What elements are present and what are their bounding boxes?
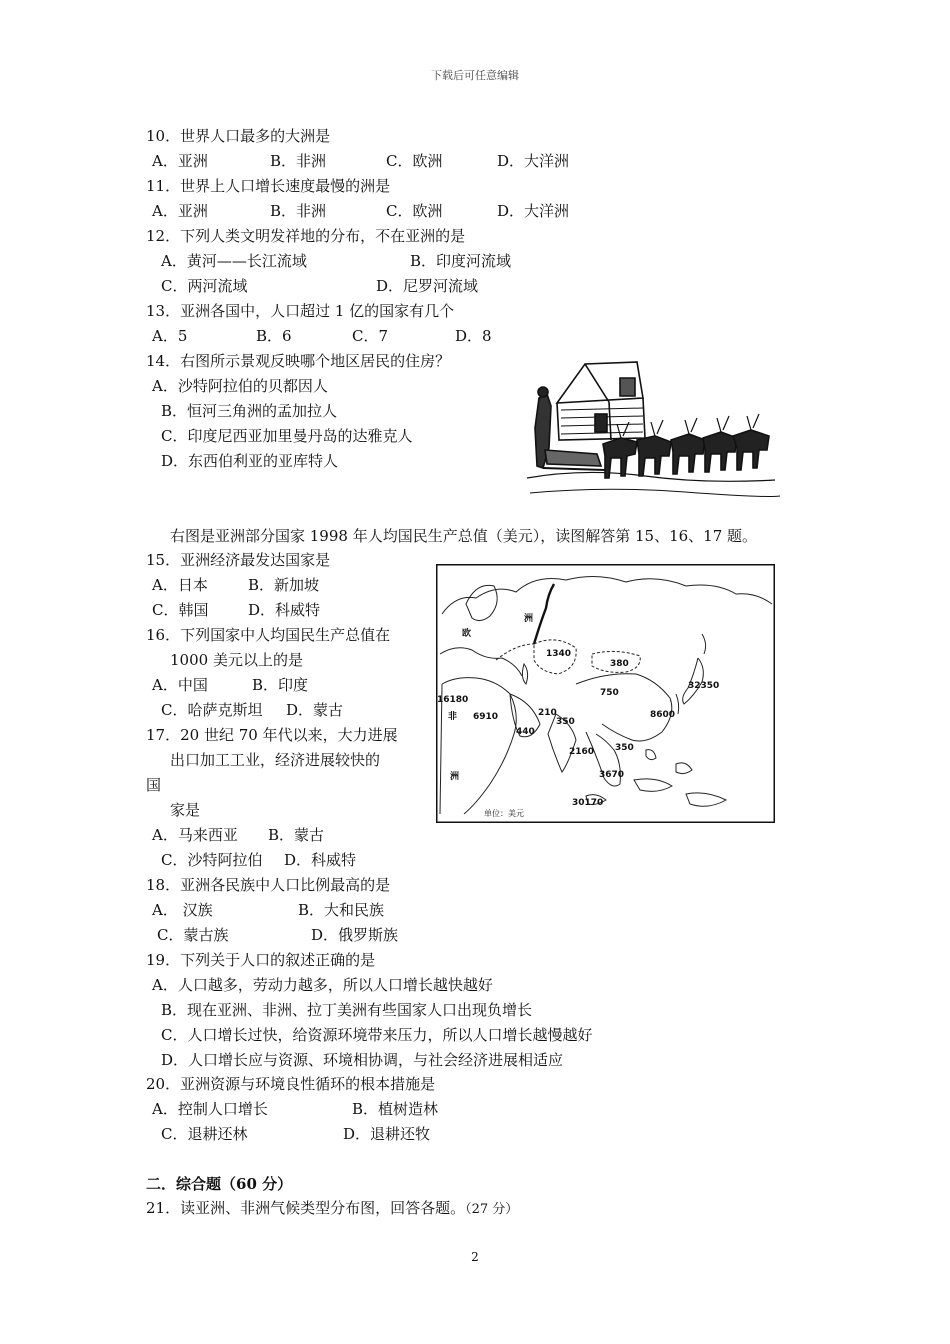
map-value-label: 洲 xyxy=(524,614,534,624)
reindeer-sled-figure xyxy=(525,358,783,504)
text-line: C．沙特阿拉伯 xyxy=(161,851,263,869)
text-line: C．人口增长过快，给资源环境带来压力，所以人口增长越慢越好 xyxy=(161,1026,593,1044)
text-line: A．人口越多，劳动力越多，所以人口增长越快越好 xyxy=(152,976,493,994)
text-line: 16．下列国家中人均国民生产总值在 xyxy=(146,626,391,644)
text-line: A．5 xyxy=(152,327,188,345)
text-line: 出口加工工业，经济进展较快的 xyxy=(170,751,381,769)
map-value-label: 非 xyxy=(448,712,458,722)
question-21-text: 21．读亚洲、非洲气候类型分布图，回答各题。 xyxy=(146,1199,466,1217)
text-line: A．亚洲 xyxy=(152,152,208,170)
text-line: 15．亚洲经济最发达国家是 xyxy=(146,551,331,569)
text-line: B．非洲 xyxy=(270,202,327,220)
map-value-label: 16180 xyxy=(437,695,469,705)
map-value-label: 8600 xyxy=(650,710,676,720)
text-line: 13．亚洲各国中，人口超过 1 亿的国家有几个 xyxy=(146,302,455,320)
text-line: D．俄罗斯族 xyxy=(311,926,399,944)
text-line: A．沙特阿拉伯的贝都因人 xyxy=(152,377,328,395)
map-unit-label: 单位：美元 xyxy=(484,809,524,818)
text-line: B．现在亚洲、非洲、拉丁美洲有些国家人口出现负增长 xyxy=(161,1001,533,1019)
text-line: 1000 美元以上的是 xyxy=(170,651,303,669)
text-line: 家是 xyxy=(170,801,201,819)
page-number: 2 xyxy=(471,1250,479,1264)
text-line: C．退耕还林 xyxy=(161,1125,248,1143)
text-line: D．尼罗河流域 xyxy=(376,277,479,295)
text-line: B．蒙古 xyxy=(268,826,325,844)
map-value-label: 2160 xyxy=(569,747,595,757)
map-value-label: 210 xyxy=(538,708,557,718)
text-line: A．马来西亚 xyxy=(152,826,238,844)
text-line: 10．世界人口最多的大洲是 xyxy=(146,127,331,145)
text-line: C．韩国 xyxy=(152,601,209,619)
text-line: 国 xyxy=(146,776,162,794)
text-line: D．科威特 xyxy=(248,601,321,619)
map-value-label: 750 xyxy=(600,688,619,698)
text-line: C．蒙古族 xyxy=(157,926,229,944)
text-line: B．非洲 xyxy=(270,152,327,170)
text-line: B．恒河三角洲的孟加拉人 xyxy=(161,402,338,420)
text-line: D．东西伯利亚的亚库特人 xyxy=(161,452,339,470)
question-21-score: （27 分） xyxy=(465,1202,519,1217)
asia-gnp-map xyxy=(436,564,775,823)
text-line: C．欧洲 xyxy=(386,152,443,170)
text-line: D．人口增长应与资源、环境相协调，与社会经济进展相适应 xyxy=(161,1051,564,1069)
text-line: 19．下列关于人口的叙述正确的是 xyxy=(146,951,376,969)
map-value-label: 欧 xyxy=(462,629,472,639)
map-value-label: 1340 xyxy=(546,649,572,659)
text-line: D．科威特 xyxy=(284,851,357,869)
text-line: D．大洋洲 xyxy=(497,202,570,220)
text-line: D．大洋洲 xyxy=(497,152,570,170)
text-line: A． 汉族 xyxy=(152,901,213,919)
text-line: C．欧洲 xyxy=(386,202,443,220)
text-line: C．印度尼西亚加里曼丹岛的达雅克人 xyxy=(161,427,413,445)
page-header: 下载后可任意编辑 xyxy=(431,69,519,82)
map-value-label: 350 xyxy=(615,743,634,753)
map-value-label: 32350 xyxy=(688,681,720,691)
text-line: D．退耕还牧 xyxy=(343,1125,431,1143)
text-line: B．印度河流域 xyxy=(410,252,512,270)
text-line: D．8 xyxy=(455,327,492,345)
text-line: A．中国 xyxy=(152,676,208,694)
text-line: 20．亚洲资源与环境良性循环的根本措施是 xyxy=(146,1075,436,1093)
text-line: D．蒙古 xyxy=(286,701,344,719)
map-value-label: 6910 xyxy=(473,712,499,722)
text-line: C．7 xyxy=(352,327,389,345)
map-value-label: 30170 xyxy=(572,798,604,808)
text-line: 右图是亚洲部分国家 1998 年人均国民生产总值（美元），读图解答第 15、16、17 题。 xyxy=(170,527,758,545)
text-line: A．亚洲 xyxy=(152,202,208,220)
map-value-label: 洲 xyxy=(450,772,460,782)
section-title: 二．综合题（60 分） xyxy=(146,1175,293,1193)
text-line: 11．世界上人口增长速度最慢的洲是 xyxy=(146,177,391,195)
text-line: B．6 xyxy=(256,327,292,345)
map-value-label: 3670 xyxy=(599,770,625,780)
text-line: B．大和民族 xyxy=(298,901,385,919)
map-value-label: 350 xyxy=(556,717,575,727)
text-line: 18．亚洲各民族中人口比例最高的是 xyxy=(146,876,391,894)
text-line: 14．右图所示景观反映哪个地区居民的住房？ xyxy=(146,352,451,370)
text-line: A．日本 xyxy=(152,576,208,594)
map-value-label: 380 xyxy=(610,659,629,669)
text-line: C．两河流域 xyxy=(161,277,248,295)
map-value-label: 440 xyxy=(516,727,535,737)
text-line: 17．20 世纪 70 年代以来，大力进展 xyxy=(146,726,398,744)
text-line: B．新加坡 xyxy=(248,576,320,594)
text-line: 12．下列人类文明发祥地的分布，不在亚洲的是 xyxy=(146,227,466,245)
text-line: C．哈萨克斯坦 xyxy=(161,701,263,719)
text-line: B．植树造林 xyxy=(352,1100,439,1118)
text-line: A．黄河——长江流域 xyxy=(161,252,307,270)
text-line: B．印度 xyxy=(252,676,309,694)
question-21 xyxy=(146,1198,518,1220)
text-line: A．控制人口增长 xyxy=(152,1100,268,1118)
